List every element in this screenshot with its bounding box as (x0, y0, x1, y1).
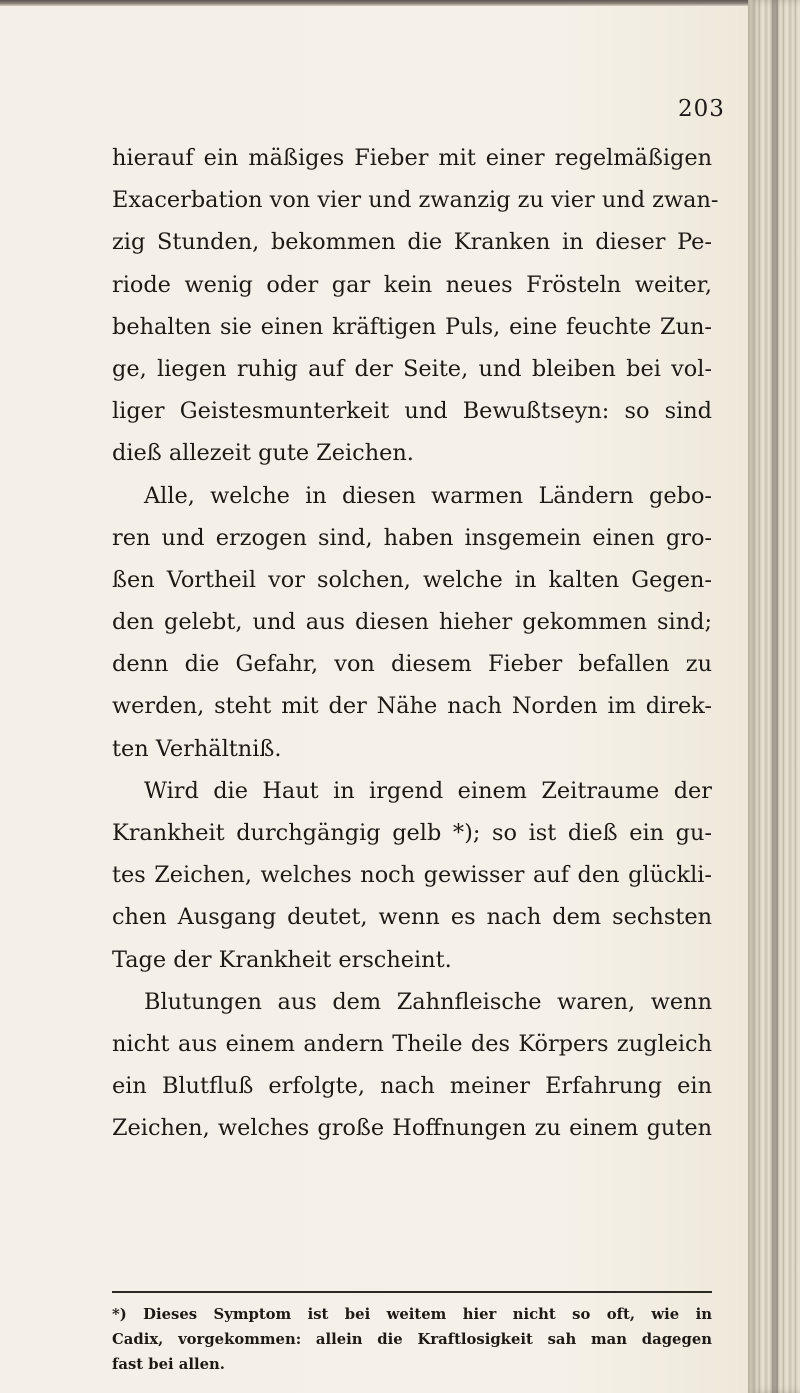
text-line: ßen Vortheil vor solchen, welche in kalten Gegen- (112, 566, 712, 593)
footnote-line: Cadix, vorgekommen: allein die Kraftlosigkeit sah man dagegen (112, 1331, 712, 1348)
text-line: ein Blutfluß erfolgte, nach meiner Erfahrung ein (112, 1073, 712, 1100)
page-top-edge (0, 0, 800, 6)
text-line: werden, steht mit der Nähe nach Norden im direk- (112, 693, 712, 720)
text-line: tes Zeichen, welches noch gewisser auf den glückli- (112, 862, 712, 889)
text-line: chen Ausgang deutet, wenn es nach dem sechsten (112, 904, 712, 931)
footnote (112, 1302, 712, 1377)
text-line: Zeichen, welches große Hoffnungen zu einem guten (112, 1115, 712, 1142)
binding-shadow (772, 0, 778, 1393)
text-line: den gelebt, und aus diesen hieher gekommen sind; (112, 609, 712, 636)
footnote-line: fast bei allen. (112, 1356, 225, 1373)
text-line: hierauf ein mäßiges Fieber mit einer regelmäßigen (112, 145, 712, 171)
text-line: zig Stunden, bekommen die Kranken in dieser Pe- (112, 229, 712, 256)
body-text (112, 137, 719, 1150)
text-line: liger Geistesmunterkeit und Bewußtseyn: so sind (112, 398, 712, 425)
paragraph-start: Alle, welche in diesen warmen Ländern gebo- (144, 482, 712, 509)
footnote-line: *) Dieses Symptom ist bei weitem hier nicht so oft, wie in (112, 1306, 712, 1323)
text-line: ge, liegen ruhig auf der Seite, und bleiben bei vol- (112, 355, 712, 382)
text-line: dieß allezeit gute Zeichen. (112, 440, 414, 467)
paragraph-start: Wird die Haut in irgend einem Zeitraume der (144, 777, 712, 804)
text-line: ten Verhältniß. (112, 735, 282, 762)
text-line: riode wenig oder gar kein neues Frösteln weiter, (112, 271, 712, 298)
text-line: ren und erzogen sind, haben insgemein einen gro- (112, 524, 712, 551)
text-line: behalten sie einen kräftigen Puls, eine feuchte Zun- (112, 313, 712, 340)
paragraph-start: Blutungen aus dem Zahnfleische waren, wenn (144, 988, 712, 1015)
footnote-divider (112, 1291, 712, 1293)
text-line: denn die Gefahr, von diesem Fieber befallen zu (112, 651, 712, 678)
text-line: Exacerbation von vier und zwanzig zu vier und zwan- (112, 187, 719, 214)
text-line: nicht aus einem andern Theile des Körpers zugleich (112, 1030, 712, 1057)
text-line: Krankheit durchgängig gelb *); so ist dieß ein gu- (112, 820, 712, 846)
page-number: 203 (678, 96, 725, 122)
text-line: Tage der Krankheit erscheint. (112, 946, 452, 973)
